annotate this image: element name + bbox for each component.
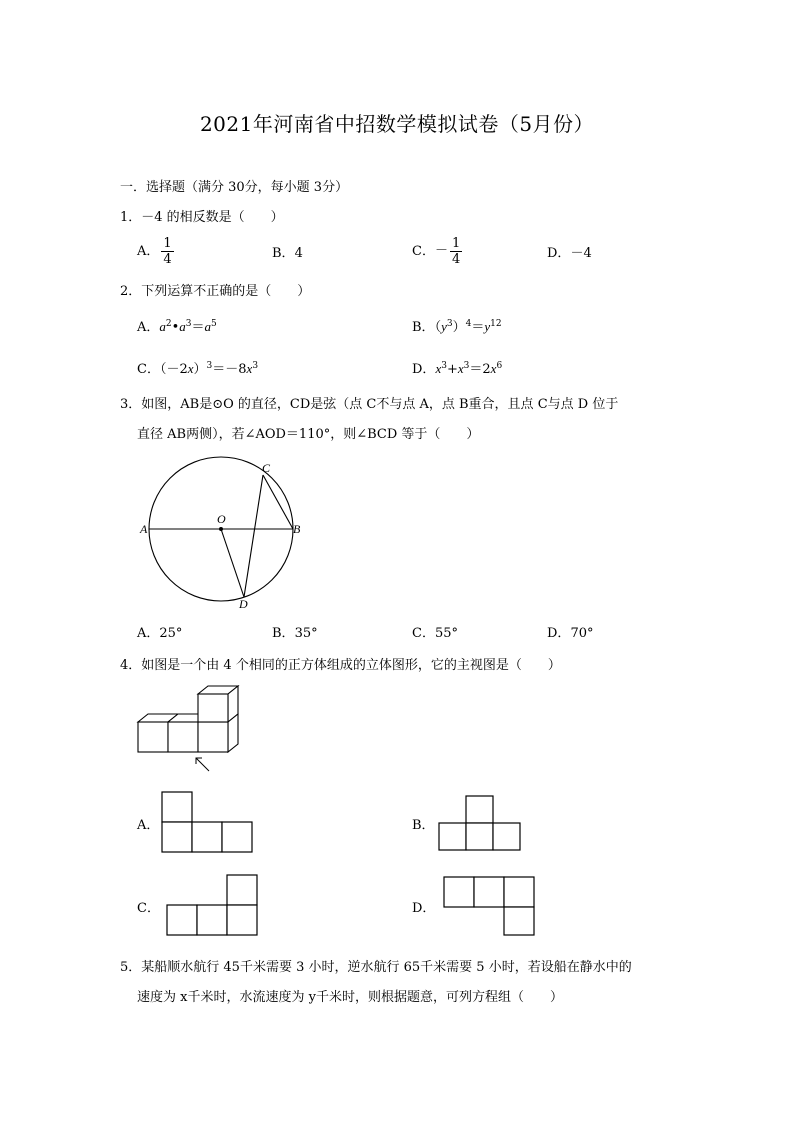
option-label: A． (137, 626, 160, 641)
question-5-stem-line2: 速度为 x千米时，水流速度为 y千米时，则根据题意，可列方程组（ ） (137, 990, 563, 1005)
question-5-stem-line1 (120, 960, 632, 976)
question-text: 如图是一个由 4 个相同的正方体组成的立体图形，它的主视图是（ ） (141, 658, 561, 673)
option-text: 25° (159, 626, 183, 641)
question-text: 下列运算不正确的是（ ） (141, 284, 311, 299)
option-label: A． (137, 320, 160, 335)
option-text: 4 (294, 246, 303, 261)
option-label: D． (412, 362, 436, 377)
option-text: 35° (294, 626, 318, 641)
q4-option-d[interactable]: D． (412, 901, 436, 916)
q4-option-a[interactable]: A． (137, 818, 160, 833)
formula: $a^2•a^3=a^5$ (159, 319, 217, 335)
section-heading: 一．选择题（满分 30分，每小题 3分） (120, 180, 349, 195)
fraction-numerator: 1 (451, 236, 461, 251)
option-label: B． (412, 320, 435, 335)
option-label: B． (272, 246, 295, 261)
option-sign: － (434, 243, 448, 259)
option-label: D． (547, 626, 571, 641)
question-number: 5． (120, 960, 142, 975)
fraction-denominator: 4 (451, 252, 461, 267)
formula: $(y^3)^4=y^{12}$ (434, 319, 502, 335)
option-label: A． (137, 244, 160, 259)
fraction-numerator: 1 (163, 236, 172, 251)
option-label: B． (272, 626, 295, 641)
label-a: A (140, 522, 148, 536)
q4-option-b[interactable]: B． (412, 818, 435, 833)
option-label: C． (137, 362, 160, 377)
option-text: 70° (570, 626, 594, 641)
option-text: －4 (570, 246, 592, 261)
question-number: 4． (120, 658, 142, 673)
question-number: 3． (120, 397, 142, 412)
formula: $x^3+x^3=2x^6$ (435, 361, 503, 377)
question-text: 如图，AB是⊙O 的直径，CD是弦（点 C不与点 A，点 B重合，且点 C与点 D 位于 (141, 397, 619, 412)
q4-option-c[interactable]: C． (137, 901, 160, 916)
question-text: 某船顺水航行 45千米需要 3 小时，逆水航行 65千米需要 5 小时，若设船在静水中的 (141, 960, 632, 975)
question-text: －4 的相反数是（ ） (141, 210, 284, 225)
formula: $(-2x)^3=-8x^3$ (159, 361, 259, 377)
label-o: O (217, 512, 226, 526)
label-d: D (239, 597, 248, 611)
page-title: 2021年河南省中招数学模拟试卷（5月份） (199, 112, 595, 136)
question-number: 1． (120, 210, 142, 225)
question-3-stem-line2: 直径 AB两侧），若∠AOD＝110°，则∠BCD 等于（ ） (137, 427, 480, 442)
label-b: B (293, 522, 301, 536)
fraction-denominator: 4 (163, 252, 172, 267)
option-text: 55° (434, 626, 458, 641)
option-label: C． (412, 626, 435, 641)
label-c: C (262, 461, 271, 475)
option-label: D． (547, 246, 571, 261)
question-number: 2． (120, 284, 142, 299)
option-label: C． (412, 244, 435, 259)
